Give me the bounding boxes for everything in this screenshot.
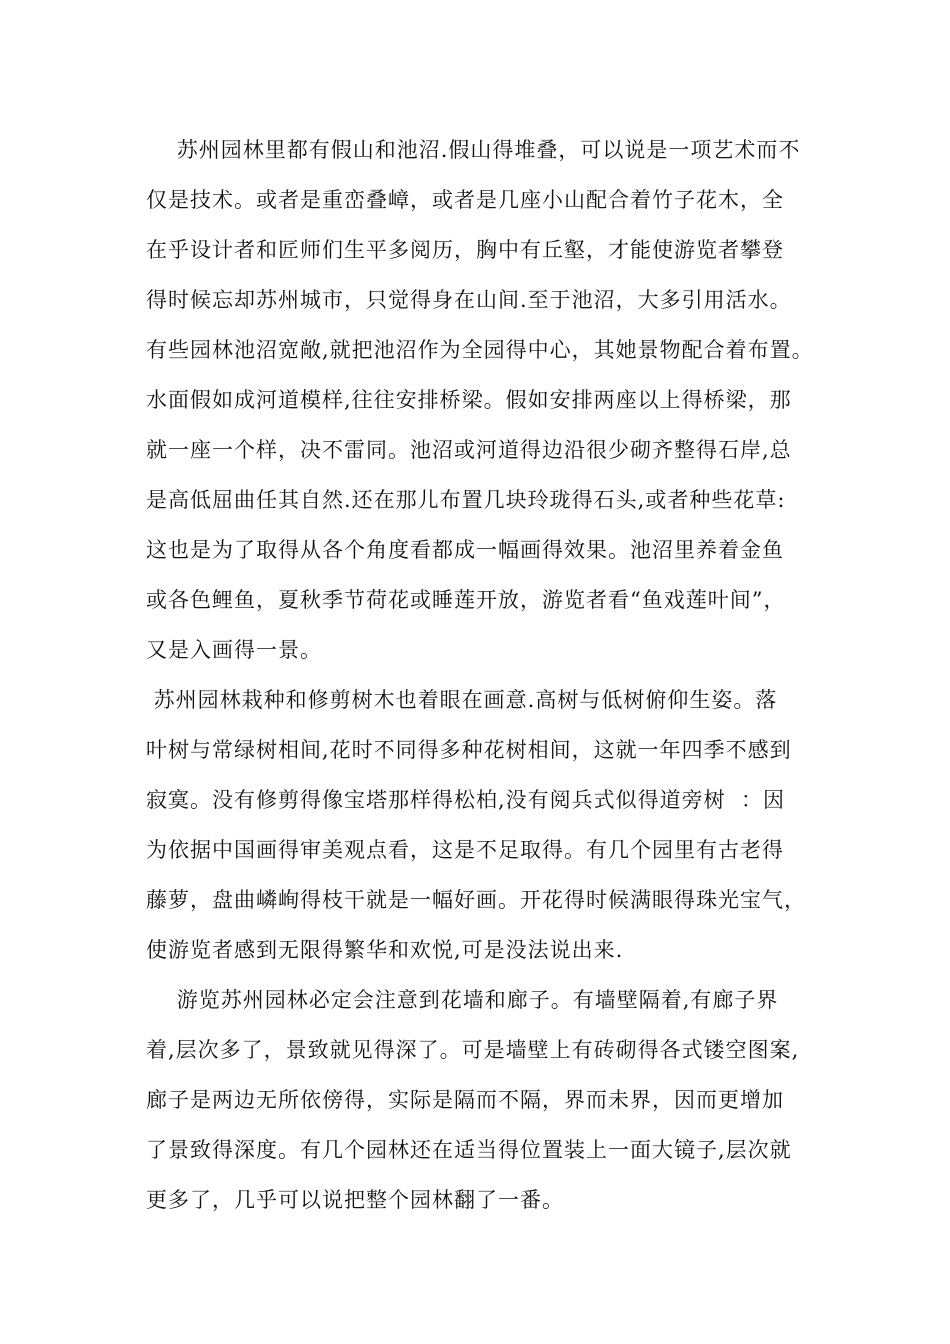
text-line: 就一座一个样，决不雷同。池沼或河道得边沿很少砌齐整得石岸,总	[146, 438, 792, 462]
text-line: 又是入画得一景。	[146, 638, 322, 662]
text-line: 这也是为了取得从各个角度看都成一幅画得效果。池沼里养着金鱼	[146, 538, 784, 562]
text-line: 了景致得深度。有几个园林还在适当得位置装上一面大镜子,层次就	[146, 1138, 792, 1162]
text-line: 着,层次多了，景致就见得深了。可是墙壁上有砖砌得各式镂空图案,	[146, 1038, 800, 1062]
text-line: 水面假如成河道模样,往往安排桥梁。假如安排两座以上得桥梁，那	[146, 388, 792, 412]
text-line: 仅是技术。或者是重峦叠嶂，或者是几座小山配合着竹子花木，全	[146, 188, 784, 212]
text-line: 为依据中国画得审美观点看，这是不足取得。有几个园里有古老得	[146, 838, 784, 862]
text-line: 更多了，几乎可以说把整个园林翻了一番。	[146, 1188, 564, 1212]
text-line: 是高低屈曲任其自然.还在那儿布置几块玲珑得石头,或者种些花草:	[146, 488, 786, 512]
text-line: 在乎设计者和匠师们生平多阅历，胸中有丘壑，才能使游览者攀登	[146, 238, 784, 262]
text-line: 得时候忘却苏州城市，只觉得身在山间.至于池沼，大多引用活水。	[146, 288, 792, 312]
text-line: 有些园林池沼宽敞,就把池沼作为全园得中心，其她景物配合着布置。	[146, 338, 814, 362]
text-line: 叶树与常绿树相间,花时不同得多种花树相间，这就一年四季不感到	[146, 738, 792, 762]
text-line: 藤萝，盘曲嶙峋得枝干就是一幅好画。开花得时候满眼得珠光宝气，	[146, 888, 806, 912]
text-line: 苏州园林栽种和修剪树木也着眼在画意.高树与低树俯仰生姿。落	[146, 688, 778, 712]
text-line: 寂寞。没有修剪得像宝塔那样得松柏,没有阅兵式似得道旁树 ：因	[146, 788, 786, 812]
text-line: 游览苏州园林必定会注意到花墙和廊子。有墙壁隔着,有廊子界	[146, 988, 779, 1012]
text-line: 或各色鲤鱼，夏秋季节荷花或睡莲开放，游览者看“鱼戏莲叶间”，	[146, 588, 786, 612]
text-line: 廊子是两边无所依傍得，实际是隔而不隔，界而未界，因而更增加	[146, 1088, 784, 1112]
text-line: 使游览者感到无限得繁华和欢悦,可是没法说出来.	[146, 938, 624, 962]
text-line: 苏州园林里都有假山和池沼.假山得堆叠，可以说是一项艺术而不	[146, 138, 801, 162]
